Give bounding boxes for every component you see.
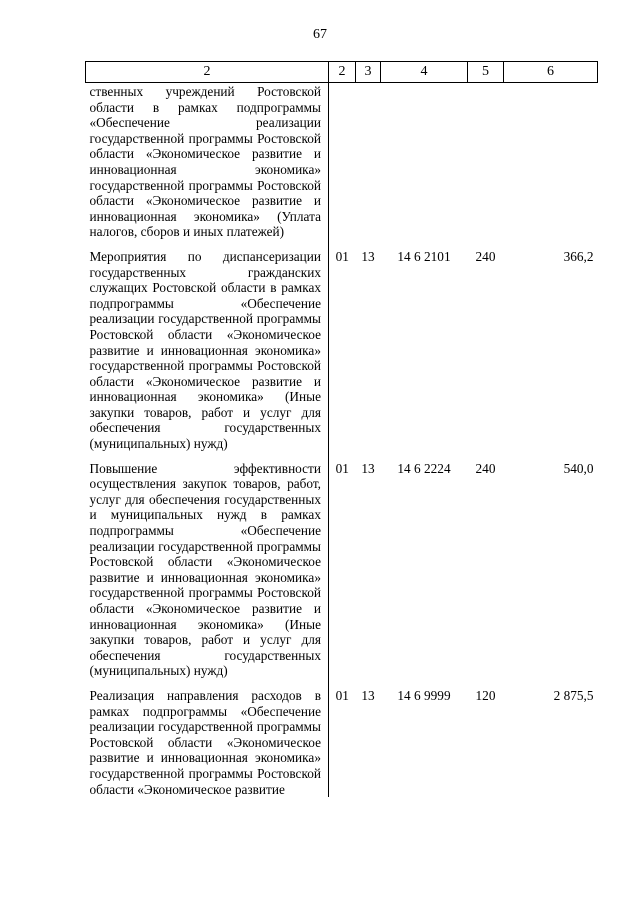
row-description: Реализация направления расходов в рамках подпрограммы «Обеспечение реализации государственной программы Ростовской области «Экономическое развитие и инновационная экономика» государственной программы Ростовской области «Экономическое развитие: [86, 679, 329, 797]
row-description: Повышение эффективности осуществления закупок товаров, работ, услуг для обеспечения государственных и муниципальных нужд в рамках подпрограммы «Обеспечение реализации государственной программы Ростовской области «Экономическое развитие и инновационная экономика» государственной программы Ростовской области «Экономическое развитие и инновационная экономика» (Иные закупки товаров, работ и услуг для обеспечения государственных (муниципальных) нужд): [86, 452, 329, 679]
row-target-article: 14 6 2224: [397, 460, 451, 476]
row-expense-type: 120: [475, 687, 496, 703]
row-section: 01: [335, 248, 349, 264]
table-row: [86, 240, 598, 452]
row-expense-type: 240: [475, 248, 496, 264]
row-expense-type: 240: [475, 460, 496, 476]
row-amount: 2 875,5: [553, 687, 594, 703]
column-header-description: 2: [86, 62, 329, 83]
table-row: [86, 452, 598, 679]
row-subsection: 13: [361, 248, 375, 264]
row-target-article: [381, 83, 468, 240]
column-header-expense-type: 5: [468, 62, 504, 83]
row-subsection: 13: [361, 687, 375, 703]
row-description: ственных учреждений Ростовской области в рамках подпрограммы «Обеспечение реализации государственной программы Ростовской области «Экономическое развитие и инновационная экономика» государственной программы Ростовской области «Экономическое развитие и инновационная экономика» (Уплата налогов, сборов и иных платежей): [86, 83, 329, 240]
row-subsection: [356, 83, 381, 240]
column-header-amount: 6: [504, 62, 598, 83]
row-amount: 540,0: [563, 460, 594, 476]
row-target-article: 14 6 9999: [397, 687, 451, 703]
row-amount: [504, 83, 598, 240]
row-subsection: 13: [361, 460, 375, 476]
budget-table: [85, 61, 598, 797]
row-expense-type: [468, 83, 504, 240]
row-section: 01: [335, 687, 349, 703]
table-row: [86, 679, 598, 797]
row-amount: 366,2: [563, 248, 594, 264]
row-section: 01: [335, 460, 349, 476]
row-target-article: 14 6 2101: [397, 248, 451, 264]
page-number: 67: [313, 27, 327, 42]
row-description: Мероприятия по диспансеризации государственных гражданских служащих Ростовской области в рамках подпрограммы «Обеспечение реализации государственной программы Ростовской области «Экономическое развитие и инновационная экономика» государственной программы Ростовской области «Экономическое развитие и инновационная экономика» (Иные закупки товаров, работ и услуг для обеспечения государственных (муниципальных) нужд): [86, 240, 329, 452]
column-header-subsection: 3: [356, 62, 381, 83]
table-header-row: [86, 62, 598, 83]
row-section: [329, 83, 356, 240]
column-header-target-article: 4: [381, 62, 468, 83]
table-row: [86, 83, 598, 240]
column-header-section: 2: [329, 62, 356, 83]
